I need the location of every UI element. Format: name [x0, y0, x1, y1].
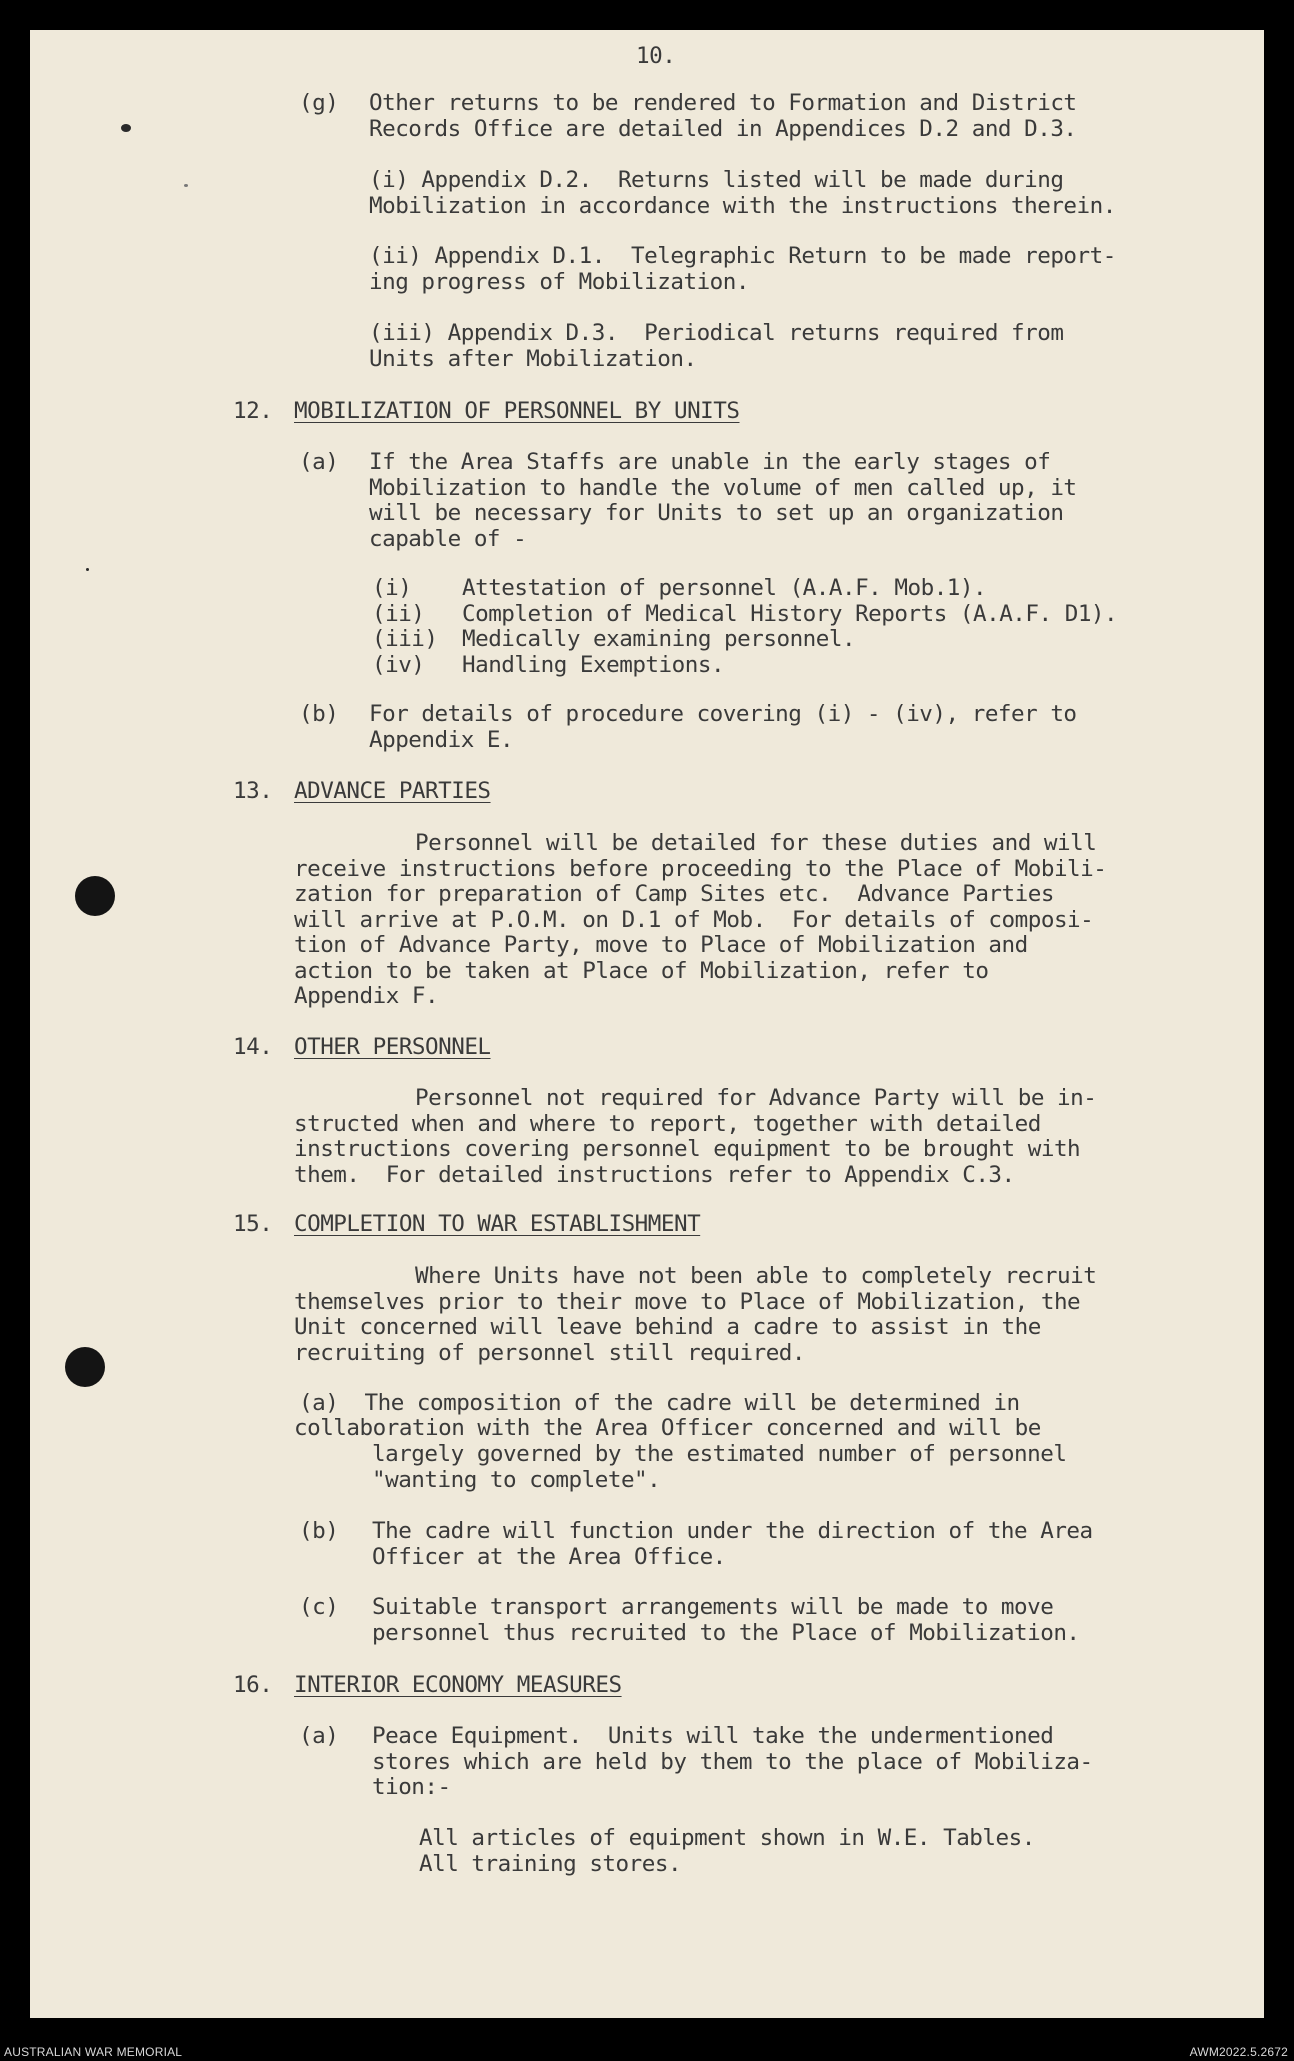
list-item-text: Medically examining personnel. [462, 626, 856, 652]
paragraph-line: Appendix E. [369, 726, 514, 753]
section-number: 15. [233, 1211, 273, 1237]
section-number: 12. [233, 398, 273, 424]
page-number: 10. [636, 43, 676, 69]
paragraph-line: instructions covering personnel equipment to be brought with [294, 1136, 1081, 1162]
item-label: (b) [299, 1518, 339, 1544]
section-number: 14. [233, 1034, 273, 1060]
punch-hole [75, 876, 115, 916]
paragraph-line: structed when and where to report, together with detailed [294, 1110, 1041, 1137]
section-heading: MOBILIZATION OF PERSONNEL BY UNITS [294, 398, 740, 424]
paragraph-line: Personnel will be detailed for these duties and will [415, 830, 1097, 856]
section-heading: OTHER PERSONNEL [294, 1034, 491, 1060]
list-item-text: All articles of equipment shown in W.E. Tables. [419, 1825, 1035, 1851]
paragraph-line: Personnel not required for Advance Party will be in- [415, 1085, 1097, 1111]
list-number: (i) [372, 575, 412, 601]
paragraph-line: them. For detailed instructions refer to Appendix C.3. [294, 1161, 1015, 1188]
paragraph-line: action to be taken at Place of Mobilization, refer to [294, 957, 989, 984]
paragraph-line: Unit concerned will leave behind a cadre to assist in the [294, 1314, 1041, 1340]
list-item-text: Handling Exemptions. [462, 651, 725, 678]
paragraph-line: Peace Equipment. Units will take the undermentioned [372, 1723, 1054, 1749]
paragraph-line: If the Area Staffs are unable in the early stages of [369, 449, 1051, 475]
section-number: 16. [233, 1672, 273, 1698]
list-item-text: All training stores. [419, 1850, 682, 1877]
item-label: (a) [299, 449, 339, 475]
list-number: (ii) [372, 600, 425, 627]
section-heading: ADVANCE PARTIES [294, 778, 491, 804]
document-page [30, 30, 1264, 2018]
list-item-text: Completion of Medical History Reports (A.A.F. D1). [462, 600, 1118, 627]
paragraph-line: largely governed by the estimated number of personnel [372, 1441, 1067, 1467]
paragraph-line: Suitable transport arrangements will be made to move [372, 1594, 1054, 1620]
sub-item-line: Units after Mobilization. [369, 345, 697, 372]
paragraph-line: zation for preparation of Camp Sites etc. Advance Parties [294, 881, 1054, 907]
paragraph-line: stores which are held by them to the place of Mobiliza- [372, 1748, 1093, 1775]
paragraph-line: For details of procedure covering (i) - (iv), refer to [369, 701, 1077, 727]
ink-speck [184, 184, 188, 187]
section-number: 13. [233, 778, 273, 804]
paragraph-line: tion:- [372, 1774, 451, 1800]
paragraph-line: Records Office are detailed in Appendices D.2 and D.3. [369, 115, 1077, 142]
paragraph-line: capable of - [369, 525, 527, 552]
paragraph-line: Appendix F. [294, 983, 439, 1009]
list-number: (iii) [372, 626, 438, 652]
paragraph-line: will be necessary for Units to set up an organization [369, 500, 1064, 526]
paragraph-line: personnel thus recruited to the Place of Mobilization. [372, 1619, 1080, 1646]
paragraph-line: Officer at the Area Office. [372, 1543, 726, 1570]
paragraph-line: themselves prior to their move to Place of Mobilization, the [294, 1288, 1081, 1315]
item-label: (a) [299, 1723, 339, 1749]
section-heading: COMPLETION TO WAR ESTABLISHMENT [294, 1211, 701, 1237]
paragraph-line: "wanting to complete". [372, 1466, 661, 1493]
footer-reference: AWM2022.5.2672 [1189, 2045, 1288, 2059]
item-label: (b) [299, 701, 339, 727]
sub-item-line: ing progress of Mobilization. [369, 268, 749, 295]
sub-item-line: Mobilization in accordance with the instructions therein. [369, 192, 1116, 219]
punch-hole [65, 1347, 105, 1387]
footer-source: AUSTRALIAN WAR MEMORIAL [4, 2045, 183, 2059]
item-label: (g) [299, 90, 339, 116]
paragraph-line: receive instructions before proceeding to the Place of Mobili- [294, 855, 1107, 882]
ink-speck [86, 568, 89, 571]
paragraph-line: Mobilization to handle the volume of men called up, it [369, 474, 1077, 501]
item-label: (c) [299, 1594, 339, 1620]
paragraph-line: The cadre will function under the direction of the Area [372, 1518, 1093, 1544]
paragraph-line: collaboration with the Area Officer concerned and will be [294, 1415, 1041, 1441]
paragraph-line: tion of Advance Party, move to Place of Mobilization and [294, 932, 1028, 958]
paragraph-line: (a) The composition of the cadre will be determined in [299, 1390, 1020, 1416]
paragraph-line: Where Units have not been able to completely recruit [415, 1263, 1097, 1289]
sub-item-line: (ii) Appendix D.1. Telegraphic Return to be made report- [369, 243, 1116, 269]
ink-speck [121, 124, 131, 132]
paragraph-line: Other returns to be rendered to Formation and District [369, 90, 1077, 116]
list-item-text: Attestation of personnel (A.A.F. Mob.1). [462, 575, 987, 601]
paragraph-line: recruiting of personnel still required. [294, 1339, 806, 1366]
sub-item-line: (iii) Appendix D.3. Periodical returns required from [369, 320, 1064, 346]
sub-item-line: (i) Appendix D.2. Returns listed will be made during [369, 167, 1064, 193]
paragraph-line: will arrive at P.O.M. on D.1 of Mob. For details of composi- [294, 906, 1094, 933]
list-number: (iv) [372, 651, 425, 678]
section-heading: INTERIOR ECONOMY MEASURES [294, 1672, 622, 1698]
